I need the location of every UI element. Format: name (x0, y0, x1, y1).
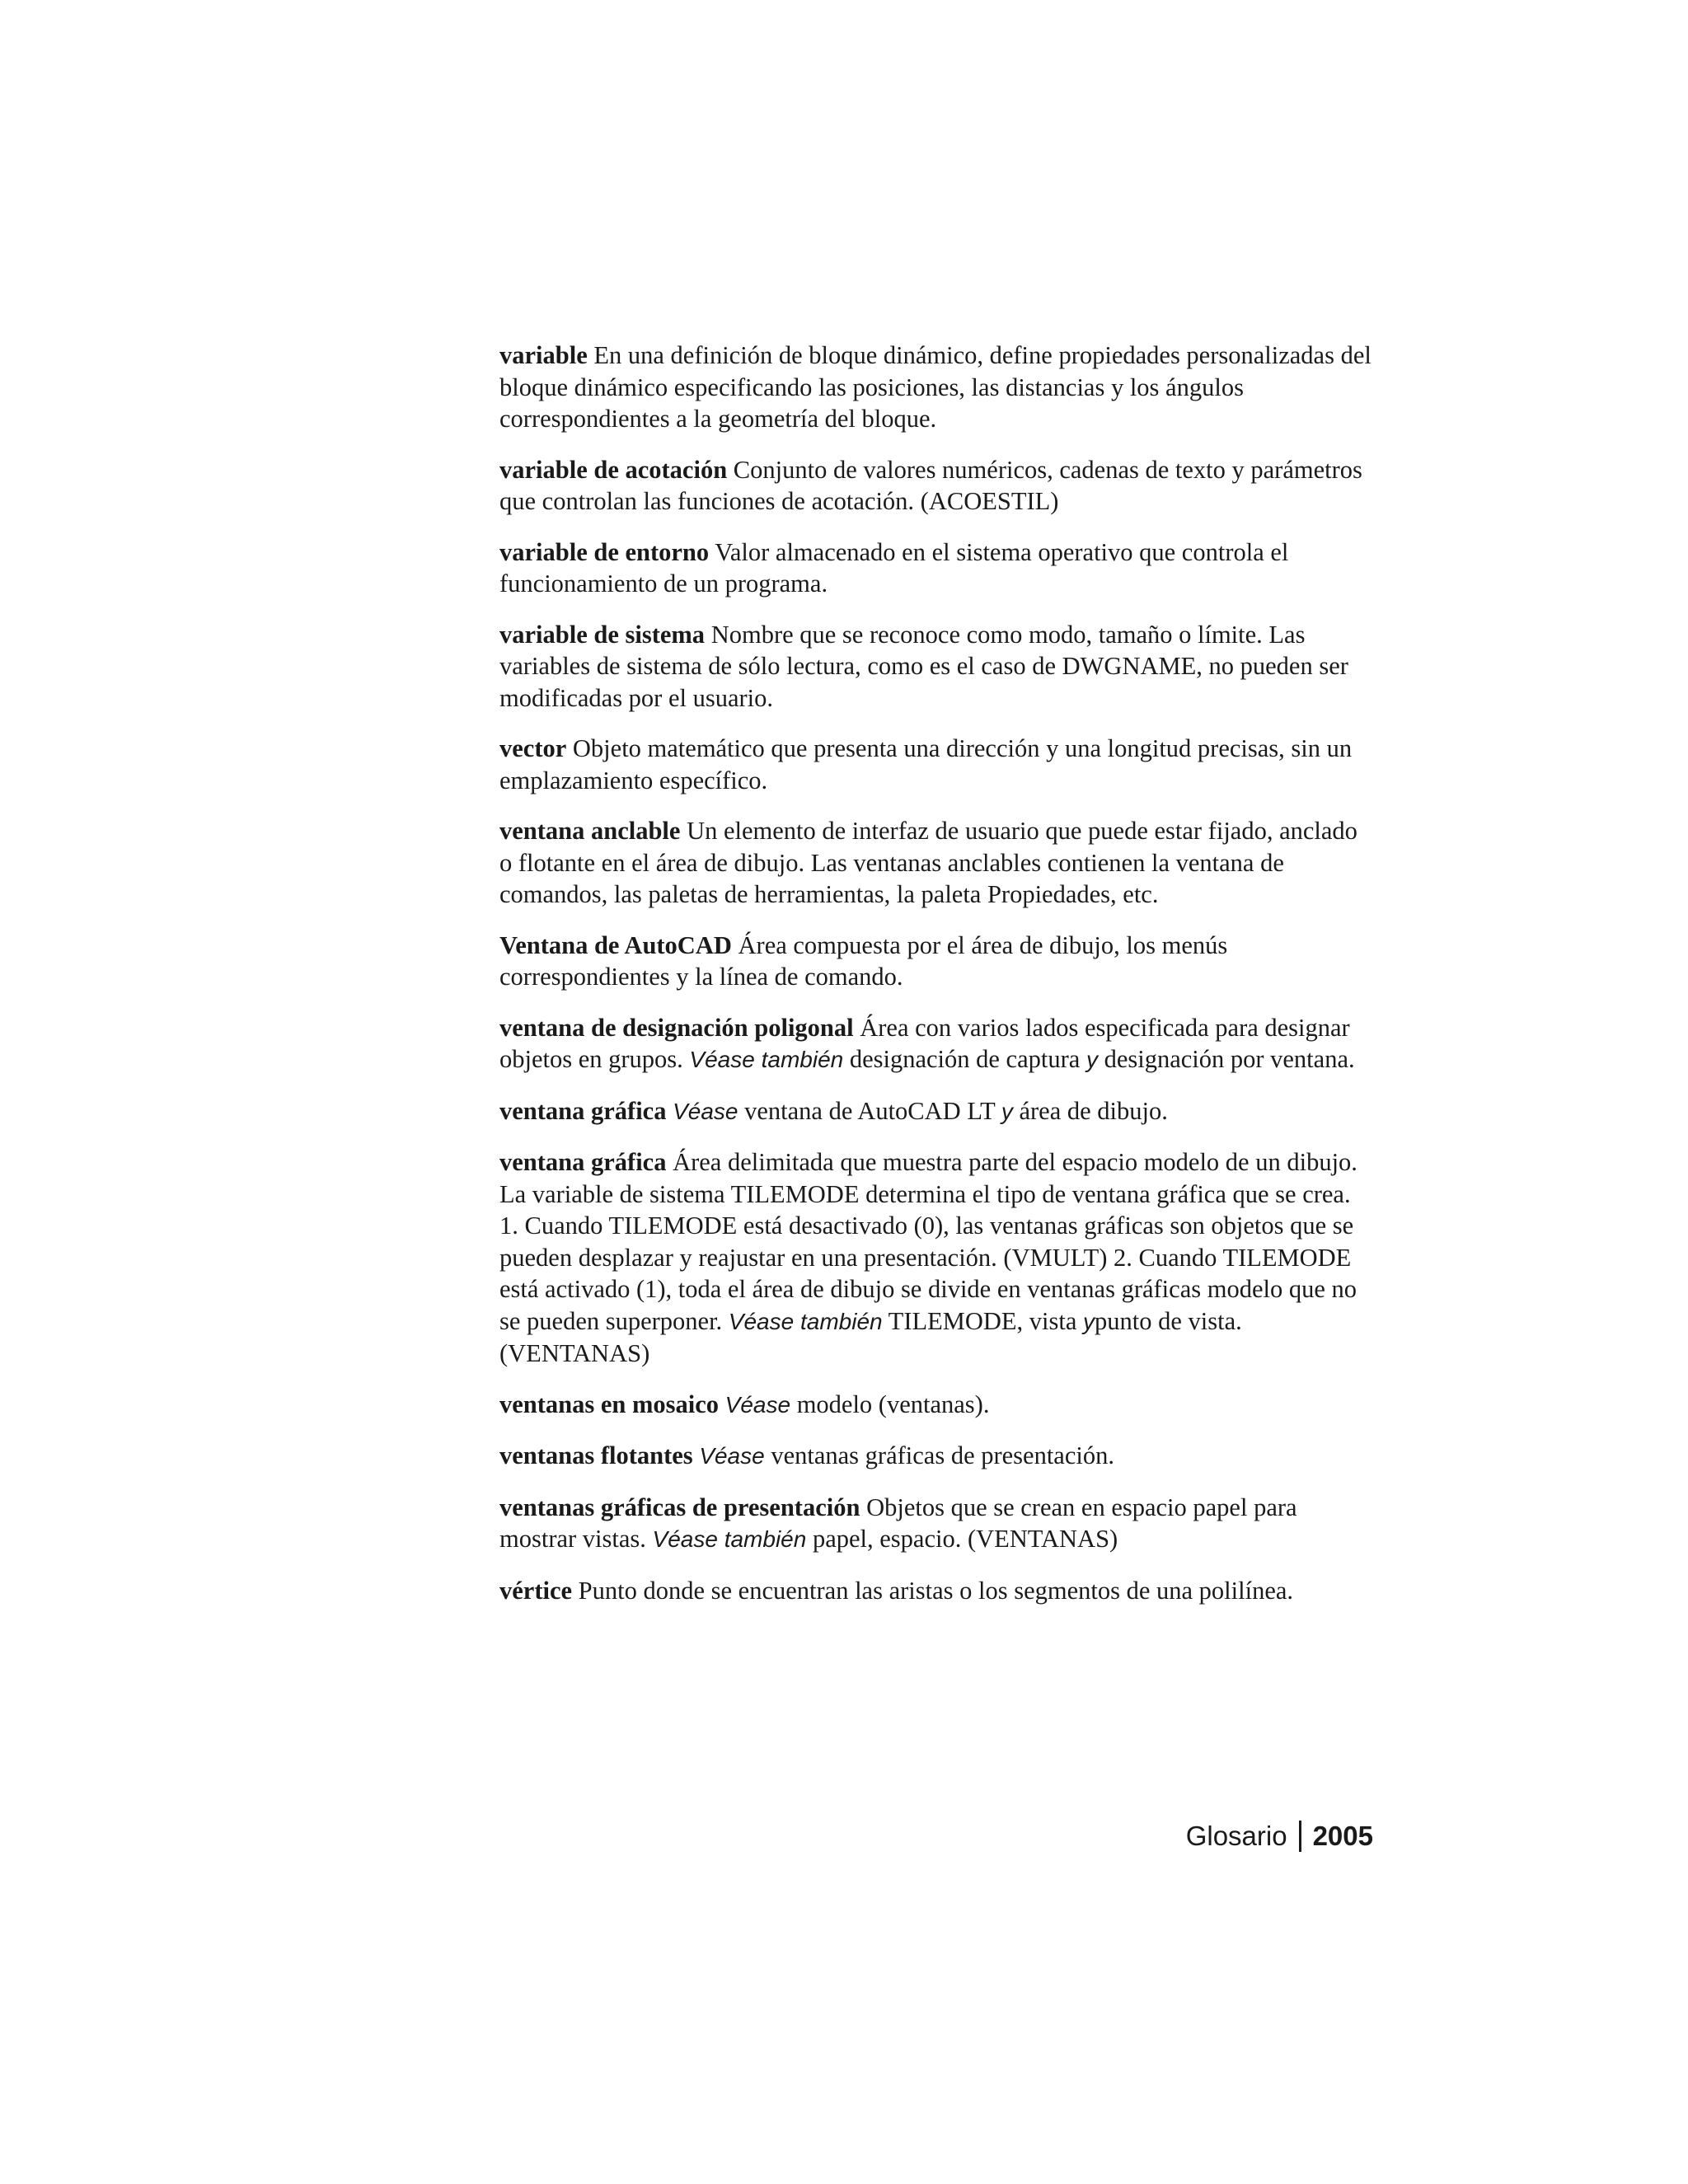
footer-page-number: 2005 (1312, 1821, 1373, 1851)
glossary-entry (499, 1575, 1373, 1607)
cross-reference-label: Véase también (728, 1308, 883, 1334)
glossary-term: variable de acotación (499, 455, 728, 484)
glossary-term: variable de sistema (499, 620, 706, 649)
cross-reference-label: y (1085, 1047, 1098, 1072)
glossary-definition-text: designación de captura (843, 1045, 1086, 1073)
glossary-term: vértice (499, 1576, 573, 1605)
page-footer (1071, 1820, 1373, 1853)
glossary-term: variable de entorno (499, 537, 710, 566)
glossary-definition-text: Un elemento de interfaz de usuario que puede estar fijado, anclado o flotante en el área de dibujo. Las ventanas anclables contienen la ventana de comandos, las paletas de herramientas, la paleta Propiedades, etc. (499, 817, 1357, 908)
glossary-term: ventana de designación poligonal (499, 1013, 854, 1042)
glossary-definition-text: ventana de AutoCAD LT (738, 1096, 1001, 1125)
glossary-definition-text: ventanas gráficas de presentación. (764, 1441, 1114, 1469)
glossary-definition-text: Conjunto de valores numéricos, cadenas de texto y parámetros que controlan las funciones de acotación. (ACOESTIL) (499, 455, 1362, 515)
glossary-term: ventana anclable (499, 817, 681, 845)
glossary-definition-text (666, 1097, 673, 1125)
glossary-term: ventana gráfica (499, 1096, 667, 1125)
glossary-definition-text: Nombre que se reconoce como modo, tamaño o límite. Las variables de sistema de sólo lectura, como es el caso de DWGNAME, no pueden ser modificadas por el usuario. (499, 620, 1348, 712)
glossary-definition-text: papel, espacio. (VENTANAS) (806, 1525, 1118, 1553)
glossary-entry (499, 1440, 1373, 1473)
glossary-entry (499, 1012, 1373, 1076)
glossary-term: Ventana de AutoCAD (499, 930, 732, 959)
glossary-entry (499, 537, 1373, 600)
glossary-entry (499, 340, 1373, 435)
glossary-definition-text: Objeto matemático que presenta una dirección y una longitud precisas, sin un emplazamiento específico. (499, 734, 1353, 794)
glossary-definition-text: punto de vista. (VENTANAS) (499, 1306, 1242, 1367)
glossary-entry (499, 454, 1373, 518)
footer-section-label: Glosario (1185, 1821, 1287, 1851)
cross-reference-label: Véase también (652, 1526, 807, 1552)
glossary-entry (499, 1095, 1373, 1128)
glossary-entry (499, 815, 1373, 911)
glossary-definition-text: Objetos que se crean en espacio papel para mostrar vistas. (499, 1493, 1297, 1553)
glossary-definition-text: TILEMODE, vista (882, 1306, 1084, 1335)
glossary-term: vector (499, 734, 567, 762)
glossary-term: variable (499, 341, 588, 369)
glossary-term: ventanas gráficas de presentación (499, 1493, 860, 1521)
glossary-term: ventana gráfica (499, 1148, 667, 1176)
glossary-entry (499, 1389, 1373, 1422)
glossary-definition-text (719, 1390, 725, 1418)
cross-reference-label: Véase (699, 1443, 765, 1469)
glossary-definition-text: modelo (ventanas). (790, 1390, 990, 1418)
glossary-definition-text: Área compuesta por el área de dibujo, los menús correspondientes y la línea de comando. (499, 930, 1228, 991)
glossary-definition-text: área de dibujo. (1012, 1096, 1168, 1125)
glossary-definition-text: Punto donde se encuentran las aristas o los segmentos de una polilínea. (572, 1576, 1294, 1605)
glossary-entry (499, 733, 1373, 796)
glossary-definition-text: En una definición de bloque dinámico, define propiedades personalizadas del bloque dinámico especificando las posiciones, las distancias y los ángulos correspondientes a la geometría del bloque. (499, 341, 1372, 433)
cross-reference-label: y (1083, 1308, 1095, 1334)
glossary-entry (499, 1492, 1373, 1556)
glossary-entry (499, 930, 1373, 993)
glossary-term: ventanas flotantes (499, 1441, 693, 1469)
glossary-definition-text: Área con varios lados especificada para designar objetos en grupos. (499, 1013, 1350, 1073)
cross-reference-label: Véase (724, 1391, 791, 1418)
glossary-definition-text: designación por ventana. (1097, 1045, 1355, 1073)
glossary-definition-text: Valor almacenado en el sistema operativo que controla el funcionamiento de un programa. (499, 537, 1289, 598)
cross-reference-label: y (1001, 1098, 1013, 1124)
glossary-entry (499, 1146, 1373, 1370)
glossary-entry (499, 619, 1373, 715)
footer-separator (1299, 1821, 1301, 1852)
cross-reference-label: Véase (673, 1098, 738, 1124)
glossary-definition-text: Área delimitada que muestra parte del espacio modelo de un dibujo. La variable de sistema TILEMODE determina el tipo de ventana gráfica que se crea. 1. Cuando TILEMODE está desactivado (0), las ventanas gráficas son objetos que se pueden desplazar y reajustar en una presentación. (VMULT) 2. Cuando TILEMODE está activado (1), toda el área de dibujo se divide en ventanas gráficas modelo que no se pueden superponer. (499, 1148, 1357, 1335)
glossary-term: ventanas en mosaico (499, 1390, 720, 1418)
cross-reference-label: Véase también (689, 1047, 844, 1072)
glossary-entries (499, 340, 1373, 1625)
